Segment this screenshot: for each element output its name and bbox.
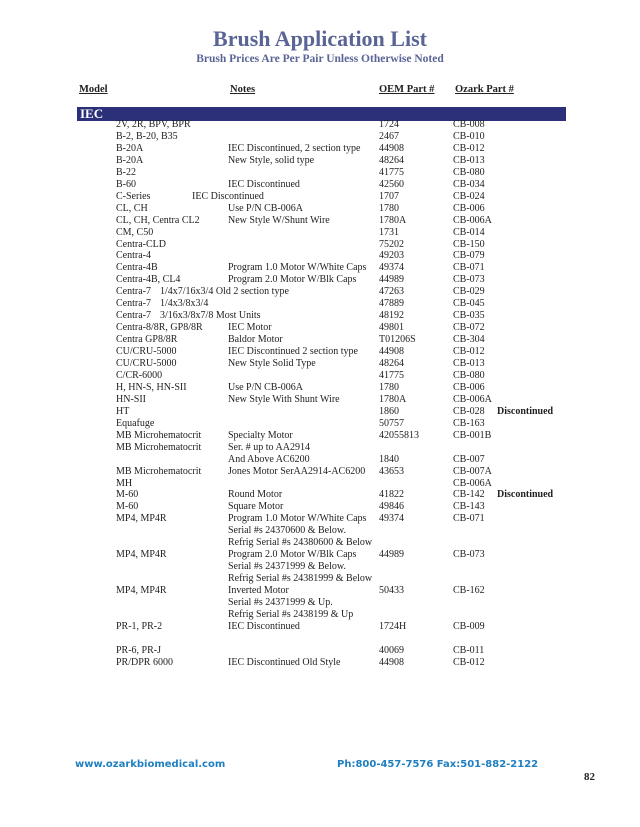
ozark-part-cell: CB-028 <box>453 405 485 417</box>
ozark-part-cell: CB-007 <box>453 453 485 465</box>
notes-cell: And Above AC6200 <box>228 453 310 465</box>
table-row <box>0 346 640 358</box>
ozark-part-cell: CB-013 <box>453 358 485 369</box>
model-cell: PR/DPR 6000 <box>116 656 173 668</box>
ozark-part-cell: CB-143 <box>453 501 485 513</box>
oem-part-cell: 50757 <box>379 417 404 429</box>
notes-cell: Use P/N CB-006A <box>228 381 304 393</box>
notes-cell: IEC Discontinued 2 section type <box>228 346 358 357</box>
ozark-part-cell: CB-006A <box>453 393 492 405</box>
notes-cell: 1/4x3/8x3/4 <box>160 298 209 310</box>
notes-cell: Specialty Motor <box>228 429 293 441</box>
model-cell: CL, CH, Centra CL2 <box>116 214 200 226</box>
table-row <box>0 143 640 155</box>
notes-cell: Program 2.0 Motor W/Blk Caps <box>228 549 357 561</box>
table-row <box>0 370 640 382</box>
oem-part-cell: 50433 <box>379 585 404 596</box>
table-row <box>0 131 640 143</box>
model-cell: PR-1, PR-2 <box>116 620 163 632</box>
oem-part-cell: T01206S <box>379 334 416 346</box>
table-row <box>0 501 640 513</box>
oem-part-cell: 44908 <box>379 346 404 357</box>
oem-part-cell: 40069 <box>379 644 404 656</box>
model-cell: Equafuge <box>116 417 155 429</box>
table-row <box>0 262 640 274</box>
column-header-notes: Notes <box>230 84 256 95</box>
model-cell: HN-SII <box>116 393 146 405</box>
ozark-part-cell: CB-012 <box>453 346 485 357</box>
table-row <box>0 191 640 203</box>
oem-part-cell: 44908 <box>379 656 404 668</box>
table-row <box>0 561 640 573</box>
notes-cell: New Style With Shunt Wire <box>228 393 340 405</box>
model-cell: MP4, MP4R <box>116 585 167 596</box>
notes-cell: Square Motor <box>228 501 284 513</box>
ozark-part-cell: CB-080 <box>453 166 485 178</box>
notes-cell: IEC Discontinued, 2 section type <box>228 142 361 154</box>
notes-cell: IEC Discontinued <box>228 620 300 632</box>
oem-part-cell: 2467 <box>379 130 399 142</box>
notes-cell: 3/16x3/8x7/8 Most Units <box>160 310 261 322</box>
oem-part-cell: 44989 <box>379 549 404 561</box>
contact-info: Ph:800-457-7576 Fax:501-882-2122 <box>337 759 539 770</box>
notes-cell: Serial #s 24371999 & Below. <box>228 561 346 573</box>
model-cell: Centra-7 <box>116 286 151 298</box>
table-row <box>0 227 640 239</box>
ozark-part-cell: CB-035 <box>453 310 485 322</box>
model-cell: Centra-CLD <box>116 238 166 250</box>
column-header-oem: OEM Part # <box>379 84 435 95</box>
oem-part-cell: 1780 <box>379 202 399 214</box>
oem-part-cell: 41775 <box>379 369 404 381</box>
ozark-part-cell: CB-006 <box>453 202 485 214</box>
model-cell: Centra-7 <box>116 310 151 322</box>
table-row <box>0 442 640 454</box>
table-row <box>0 573 640 585</box>
oem-part-cell: 49846 <box>379 501 404 513</box>
table-row <box>0 418 640 430</box>
notes-cell: IEC Discontinued <box>192 190 264 202</box>
table-row <box>0 513 640 525</box>
model-cell: MB Microhematocrit <box>116 465 202 477</box>
ozark-part-cell: CB-009 <box>453 620 485 632</box>
notes-cell: New Style, solid type <box>228 154 315 166</box>
ozark-part-cell: CB-304 <box>453 334 485 346</box>
oem-part-cell: 1780A <box>379 214 407 226</box>
model-cell: 2V, 2R, BPV, BPR <box>116 119 191 130</box>
ozark-part-cell: CB-001B <box>453 429 492 441</box>
model-cell: Centra-4B, CL4 <box>116 274 181 286</box>
page-subtitle: Brush Prices Are Per Pair Unless Otherwise Noted <box>196 53 444 65</box>
model-cell: Centra-4B <box>116 262 158 274</box>
notes-cell: IEC Motor <box>228 322 272 334</box>
oem-part-cell: 41775 <box>379 166 404 178</box>
model-cell: MB Microhematocrit <box>116 441 202 453</box>
model-cell: MP4, MP4R <box>116 549 167 561</box>
model-cell: Centra-4 <box>116 250 151 262</box>
ozark-part-cell: CB-024 <box>453 190 485 202</box>
table-row <box>0 358 640 370</box>
ozark-part-cell: CB-029 <box>453 286 485 298</box>
ozark-part-cell: CB-072 <box>453 322 485 334</box>
model-cell: PR-6, PR-J <box>116 644 162 656</box>
notes-cell: Program 1.0 Motor W/White Caps <box>228 513 367 525</box>
table-row <box>0 250 640 262</box>
ozark-part-cell: CB-007A <box>453 465 492 477</box>
section-title: IEC <box>80 106 104 121</box>
notes-cell: New Style W/Shunt Wire <box>228 214 330 226</box>
ozark-part-cell: CB-013 <box>453 154 485 166</box>
table-row <box>0 167 640 179</box>
ozark-part-cell: CB-163 <box>453 417 485 429</box>
model-cell: B-20A <box>116 154 144 166</box>
table-row <box>0 406 640 418</box>
table-row <box>0 537 640 549</box>
table-row <box>0 322 640 334</box>
ozark-part-cell: CB-010 <box>453 130 485 142</box>
oem-part-cell: 49374 <box>379 513 404 525</box>
oem-part-cell: 42560 <box>379 178 404 190</box>
model-cell: C-Series <box>116 190 151 202</box>
table-row <box>0 286 640 298</box>
oem-part-cell: 49374 <box>379 262 404 274</box>
table-row <box>0 621 640 633</box>
oem-part-cell: 1780A <box>379 393 407 405</box>
oem-part-cell: 43653 <box>379 465 404 477</box>
ozark-part-cell: CB-071 <box>453 513 485 525</box>
table-row <box>0 334 640 346</box>
table-row <box>0 430 640 442</box>
model-cell: B-2, B-20, B35 <box>116 130 178 142</box>
model-cell: B-60 <box>116 178 136 190</box>
table-row <box>0 466 640 478</box>
ozark-part-cell: CB-150 <box>453 238 485 250</box>
oem-part-cell: 1731 <box>379 226 399 238</box>
model-cell: Centra-7 <box>116 298 151 310</box>
model-cell: M-60 <box>116 501 139 513</box>
model-cell: HT <box>116 405 130 417</box>
model-cell: CM, C50 <box>116 226 154 238</box>
model-cell: MB Microhematocrit <box>116 429 202 441</box>
table-row <box>0 179 640 191</box>
oem-part-cell: 1724 <box>379 119 399 130</box>
page-number: 82 <box>584 771 595 783</box>
table-row <box>0 215 640 227</box>
ozark-part-cell: CB-071 <box>453 262 485 274</box>
notes-cell: Program 1.0 Motor W/White Caps <box>228 262 367 274</box>
ozark-part-cell: CB-012 <box>453 656 485 668</box>
column-header-model: Model <box>79 84 108 95</box>
ozark-part-cell: CB-142 <box>453 489 485 501</box>
notes-cell: Baldor Motor <box>228 334 283 346</box>
table-row <box>0 394 640 406</box>
oem-part-cell: 75202 <box>379 238 404 250</box>
oem-part-cell: 1860 <box>379 405 399 417</box>
notes-cell: Inverted Motor <box>228 585 289 596</box>
website-link[interactable]: www.ozarkbiomedical.com <box>75 759 226 770</box>
status-flag: Discontinued <box>497 489 554 501</box>
table-row <box>0 155 640 167</box>
notes-cell: Use P/N CB-006A <box>228 202 304 214</box>
oem-part-cell: 1707 <box>379 190 399 202</box>
status-flag: Discontinued <box>497 405 554 417</box>
table-row <box>0 382 640 394</box>
model-cell: B-20A <box>116 142 144 154</box>
ozark-part-cell: CB-045 <box>453 298 485 310</box>
notes-cell: Program 2.0 Motor W/Blk Caps <box>228 274 357 286</box>
table-row <box>0 549 640 561</box>
notes-cell: Jones Motor SerAA2914-AC6200 <box>228 465 366 477</box>
notes-cell: Ser. # up to AA2914 <box>228 441 310 453</box>
ozark-part-cell: CB-006 <box>453 381 485 393</box>
ozark-part-cell: CB-012 <box>453 142 485 154</box>
table-row <box>0 597 640 609</box>
oem-part-cell: 1780 <box>379 381 399 393</box>
notes-cell: Serial #s 24370600 & Below. <box>228 525 346 537</box>
ozark-part-cell: CB-080 <box>453 369 485 381</box>
notes-cell: Serial #s 24371999 & Up. <box>228 597 333 608</box>
oem-part-cell: 47263 <box>379 286 404 298</box>
oem-part-cell: 42055813 <box>379 429 419 441</box>
oem-part-cell: 49801 <box>379 322 404 334</box>
ozark-part-cell: CB-073 <box>453 549 485 561</box>
table-row <box>0 203 640 215</box>
ozark-part-cell: CB-011 <box>453 644 485 656</box>
table-row <box>0 585 640 597</box>
notes-cell: Refrig Serial #s 2438199 & Up <box>228 609 354 620</box>
table-row <box>0 298 640 310</box>
ozark-part-cell: CB-073 <box>453 274 485 286</box>
model-cell: B-22 <box>116 166 136 178</box>
ozark-part-cell: CB-014 <box>453 226 485 238</box>
oem-part-cell: 44989 <box>379 274 404 286</box>
ozark-part-cell: CB-006A <box>453 214 492 226</box>
table-row <box>0 310 640 322</box>
oem-part-cell: 49203 <box>379 250 404 262</box>
notes-cell: Refrig Serial #s 24380600 & Below <box>228 537 373 549</box>
notes-cell: 1/4x7/16x3/4 Old 2 section type <box>160 286 289 298</box>
notes-cell: Refrig Serial #s 24381999 & Below <box>228 573 373 585</box>
model-cell: Centra-8/8R, GP8/8R <box>116 322 203 334</box>
model-cell: Centra GP8/8R <box>116 334 178 346</box>
table-row <box>0 609 640 621</box>
model-cell: MH <box>116 477 133 489</box>
oem-part-cell: 48264 <box>379 358 404 369</box>
table-row <box>0 478 640 490</box>
model-cell: CU/CRU-5000 <box>116 358 177 369</box>
model-cell: M-60 <box>116 489 139 501</box>
model-cell: MP4, MP4R <box>116 513 167 525</box>
table-row <box>0 274 640 286</box>
notes-cell: Round Motor <box>228 489 283 501</box>
notes-cell: New Style Solid Type <box>228 358 316 369</box>
column-header-ozark: Ozark Part # <box>455 84 514 95</box>
model-cell: CL, CH <box>116 202 148 214</box>
ozark-part-cell: CB-008 <box>453 119 485 130</box>
ozark-part-cell: CB-006A <box>453 477 492 489</box>
oem-part-cell: 47889 <box>379 298 404 310</box>
table-row <box>0 239 640 251</box>
ozark-part-cell: CB-162 <box>453 585 485 596</box>
ozark-part-cell: CB-034 <box>453 178 485 190</box>
page-title: Brush Application List <box>213 26 427 51</box>
table-row <box>0 525 640 537</box>
oem-part-cell: 41822 <box>379 489 404 501</box>
table-row <box>0 119 640 131</box>
table-row <box>0 657 640 669</box>
oem-part-cell: 1724H <box>379 620 407 632</box>
table-row <box>0 489 640 501</box>
model-cell: C/CR-6000 <box>116 369 163 381</box>
oem-part-cell: 44908 <box>379 142 404 154</box>
oem-part-cell: 48264 <box>379 154 404 166</box>
notes-cell: IEC Discontinued <box>228 178 300 190</box>
table-row <box>0 454 640 466</box>
notes-cell: IEC Discontinued Old Style <box>228 656 341 668</box>
model-cell: H, HN-S, HN-SII <box>116 381 187 393</box>
model-cell: CU/CRU-5000 <box>116 346 177 357</box>
oem-part-cell: 1840 <box>379 453 399 465</box>
table-row <box>0 645 640 657</box>
ozark-part-cell: CB-079 <box>453 250 485 262</box>
oem-part-cell: 48192 <box>379 310 404 322</box>
